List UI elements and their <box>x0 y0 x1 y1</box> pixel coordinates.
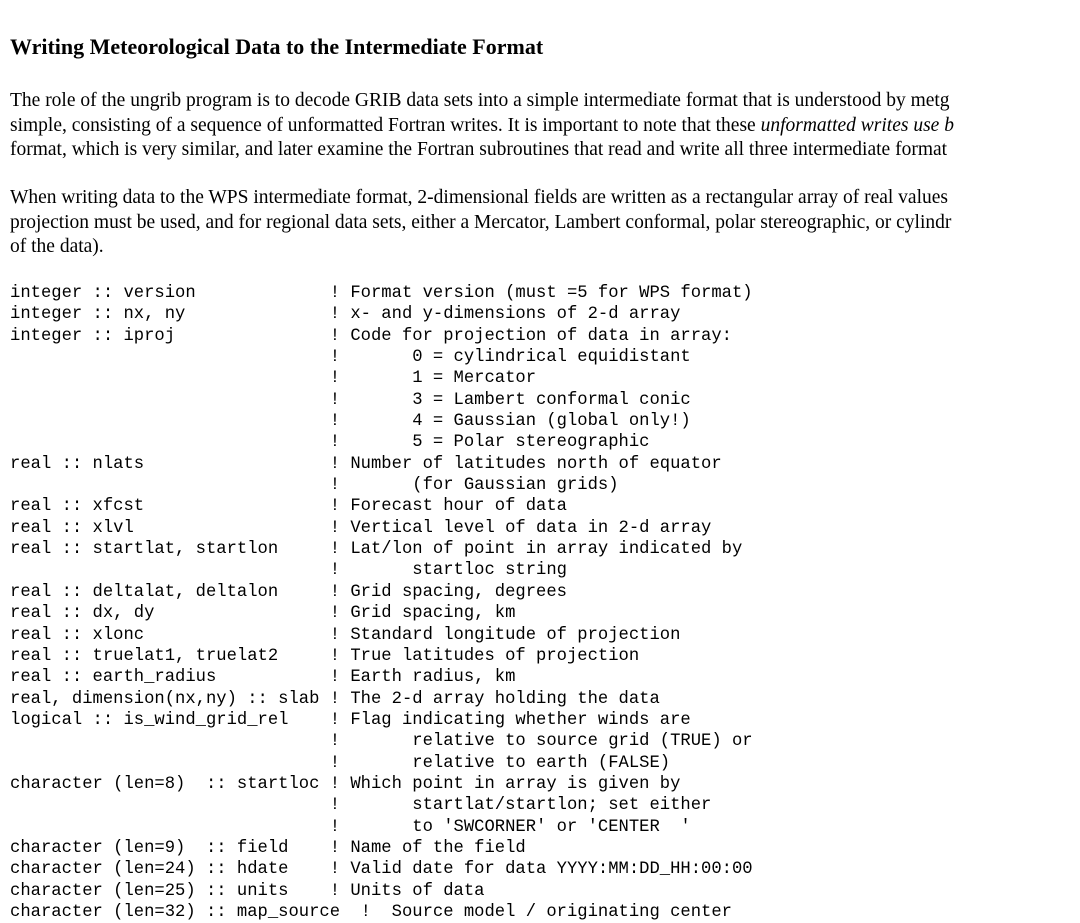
code-line: real :: deltalat, deltalon ! Grid spacing, degrees <box>10 582 567 602</box>
code-line: real :: dx, dy ! Grid spacing, km <box>10 604 516 624</box>
paragraph-line: When writing data to the WPS intermediate format, 2-dimensional fields are written as a rectangular array of real values <box>10 187 948 208</box>
code-line: ! (for Gaussian grids) <box>10 476 619 496</box>
code-line: ! 3 = Lambert conformal conic <box>10 390 691 410</box>
code-line: ! relative to source grid (TRUE) or <box>10 732 753 752</box>
code-line: ! 0 = cylindrical equidistant <box>10 348 691 368</box>
code-line: ! startloc string <box>10 561 567 581</box>
paragraph-line: projection must be used, and for regional data sets, either a Mercator, Lambert conformal, polar stereographic, or cylindr <box>10 211 952 233</box>
code-line: character (len=25) :: units ! Units of data <box>10 881 485 901</box>
paragraph-line: format, which is very similar, and later examine the Fortran subroutines that read and write all three intermediate format <box>10 139 948 160</box>
code-line: real :: truelat1, truelat2 ! True latitudes of projection <box>10 646 640 666</box>
code-line: ! startlat/startlon; set either <box>10 796 712 816</box>
paragraph-line: The role of the ungrib program is to decode GRIB data sets into a simple intermediate format that is understood by metg <box>10 90 950 111</box>
code-line: real :: xlonc ! Standard longitude of projection <box>10 625 681 645</box>
code-line: character (len=32) :: map_source ! Source model / originating center <box>10 902 732 922</box>
code-line: real :: startlat, startlon ! Lat/lon of point in array indicated by <box>10 540 743 560</box>
code-line: integer :: nx, ny ! x- and y-dimensions of 2-d array <box>10 305 681 325</box>
code-line: ! relative to earth (FALSE) <box>10 753 671 773</box>
code-line: ! 5 = Polar stereographic <box>10 433 650 453</box>
code-line: ! 1 = Mercator <box>10 369 537 389</box>
paragraph-text: simple, consisting of a sequence of unformatted Fortran writes. It is important to note that these <box>10 114 761 136</box>
italic-emphasis: unformatted writes use b <box>760 114 954 136</box>
code-line: character (len=8) :: startloc ! Which point in array is given by <box>10 774 681 794</box>
code-line: real, dimension(nx,ny) :: slab ! The 2-d array holding the data <box>10 689 660 709</box>
code-line: logical :: is_wind_grid_rel ! Flag indicating whether winds are <box>10 710 691 730</box>
code-line: integer :: version ! Format version (must =5 for WPS format) <box>10 284 753 303</box>
code-line: ! 4 = Gaussian (global only!) <box>10 412 691 432</box>
code-line: ! to 'SWCORNER' or 'CENTER ' <box>10 817 691 837</box>
code-line: real :: earth_radius ! Earth radius, km <box>10 668 516 688</box>
code-line: integer :: iproj ! Code for projection of data in array: <box>10 326 732 346</box>
code-line: real :: xfcst ! Forecast hour of data <box>10 497 567 517</box>
paragraph-line: of the data). <box>10 236 104 257</box>
code-line: character (len=9) :: field ! Name of the field <box>10 838 526 858</box>
code-line: real :: nlats ! Number of latitudes north of equator <box>10 454 722 474</box>
code-line: real :: xlvl ! Vertical level of data in 2-d array <box>10 518 712 538</box>
intro-paragraph <box>10 89 954 163</box>
fortran-code-block <box>10 283 753 923</box>
code-line: character (len=24) :: hdate ! Valid date for data YYYY:MM:DD_HH:00:00 <box>10 860 753 880</box>
format-paragraph <box>10 186 951 260</box>
paragraph-line <box>10 114 954 139</box>
page-title: Writing Meteorological Data to the Intermediate Format <box>10 34 544 59</box>
